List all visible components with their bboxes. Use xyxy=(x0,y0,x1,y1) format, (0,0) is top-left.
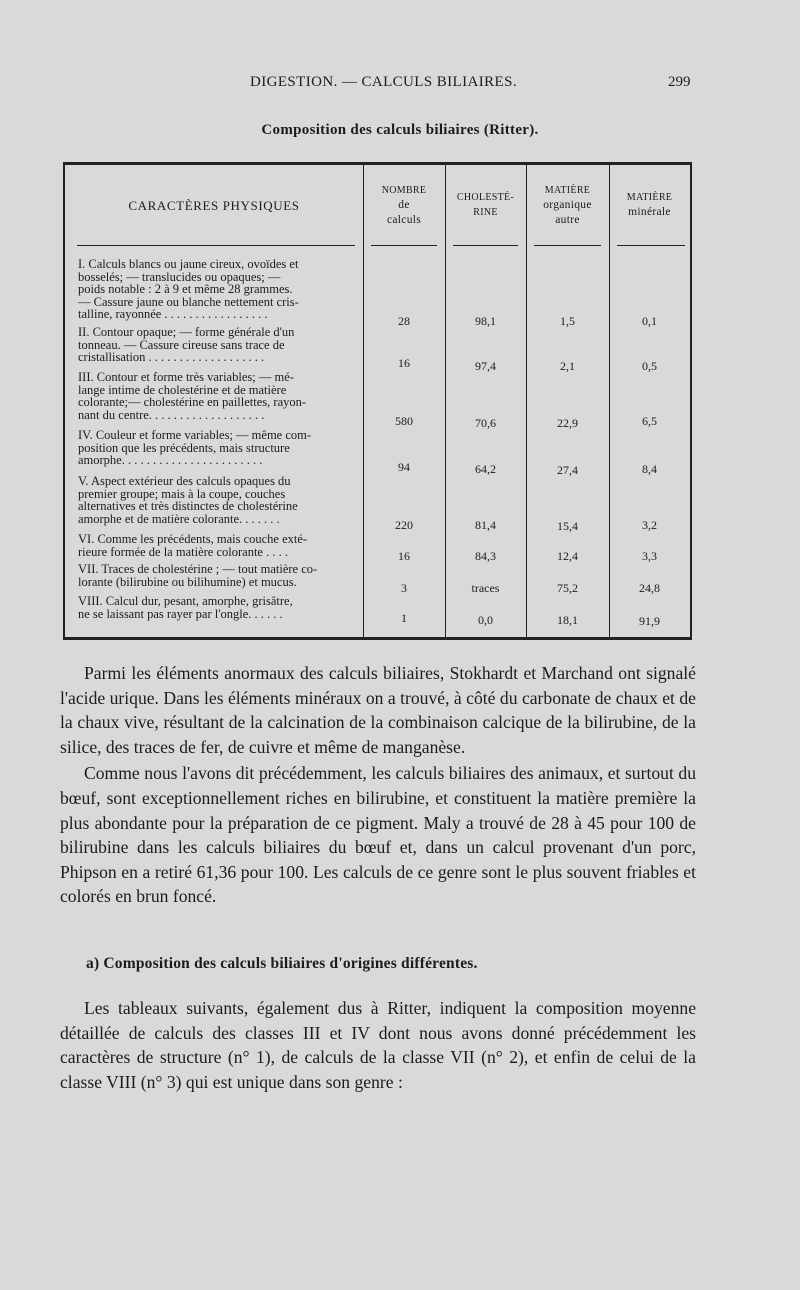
cell-cholesterine: 84,3 xyxy=(475,549,496,563)
row-description: VII. Traces de cholestérine ; — tout matière co- lorante (bilirubine ou bilihumine) et mucus. xyxy=(78,562,318,589)
row-description: II. Contour opaque; — forme générale d'un tonneau. — Cassure cireuse sans trace de cristallisation . . . . . . . . . . . . . . . . . . . xyxy=(78,325,295,365)
cell-organique: 2,1 xyxy=(560,359,575,373)
cell-nombre: 16 xyxy=(398,356,410,370)
column-header-caracteres: CARACTÈRES PHYSIQUES xyxy=(128,197,300,213)
header-rule xyxy=(617,245,685,246)
cell-minerale: 24,8 xyxy=(639,581,660,595)
cell-organique: 22,9 xyxy=(557,416,578,430)
row-description: I. Calculs blancs ou jaune cireux, ovoïdes et bosselés; — translucides ou opaques; — poids notable : 2 à 9 et même 28 grammes. — Cassure jaune ou blanche nettement cris- talline, rayonnée . . . . . . . . . . . . . . . . . xyxy=(78,257,299,322)
paragraph: Comme nous l'avons dit précédemment, les calculs biliaires des animaux, et surtout du bœuf, sont exceptionnellement riches en bilirubine, et constituent la matière première la plus abondante pour la préparation de ce pigment. Maly a trouvé de 28 à 45 pour 100 de bilirubine dans les calculs biliaires du bœuf et, dans un calcul provenant d'un porc, Phipson en a retiré 61,36 pour 100. Les calculs de ce genre sont le plus souvent friables et colorés en brun foncé. xyxy=(60,763,696,907)
cell-organique: 18,1 xyxy=(557,613,578,627)
cell-nombre: 220 xyxy=(395,518,413,532)
table-title: Composition des calculs biliaires (Ritter). xyxy=(261,122,539,138)
page-number: 299 xyxy=(668,74,691,90)
row-description: IV. Couleur et forme variables; — même com- position que les précédents, mais structure amorphe. . . . . . . . . . . . . . . . . . . . . . . xyxy=(78,428,312,468)
cell-minerale: 91,9 xyxy=(639,614,660,628)
cell-minerale: 8,4 xyxy=(642,462,657,476)
column-header-matiere-minerale: MATIÈRE minérale xyxy=(626,192,673,218)
section-paragraph-block xyxy=(60,996,696,1094)
column-header-nombre: NOMBRE de calculs xyxy=(381,184,427,226)
row-description: VIII. Calcul dur, pesant, amorphe, grisâtre, ne se laissant pas rayer par l'ongle. . . . . . xyxy=(78,594,293,621)
cell-organique: 15,4 xyxy=(557,519,578,533)
running-header xyxy=(0,74,800,98)
header-rule xyxy=(534,245,601,246)
running-title: DIGESTION. — CALCULS BILIAIRES. xyxy=(250,74,517,90)
cell-minerale: 3,2 xyxy=(642,518,657,532)
cell-organique: 75,2 xyxy=(557,581,578,595)
cell-minerale: 0,5 xyxy=(642,359,657,373)
cell-cholesterine: 0,0 xyxy=(478,613,493,627)
cell-organique: 27,4 xyxy=(557,463,578,477)
cell-cholesterine: 97,4 xyxy=(475,359,496,373)
cell-nombre: 94 xyxy=(398,460,410,474)
column-header-cholesterine: CHOLESTÉ- RINE xyxy=(456,192,515,218)
cell-minerale: 6,5 xyxy=(642,414,657,428)
cell-cholesterine: 70,6 xyxy=(475,416,496,430)
cell-organique: 1,5 xyxy=(560,314,575,328)
header-rule xyxy=(453,245,518,246)
section-heading: a) Composition des calculs biliaires d'origines différentes. xyxy=(86,955,478,972)
paragraph: Parmi les éléments anormaux des calculs biliaires, Stokhardt et Marchand ont signalé l'acide urique. Dans les éléments minéraux on a trouvé, à côté du carbonate de chaux et de la chaux vive, résultant de la calcination de la combinaison calcique de la bilirubine, de la silice, des traces de fer, de cuivre et même de manganèse. xyxy=(60,663,696,757)
row-description: V. Aspect extérieur des calculs opaques du premier groupe; mais à la coupe, couches alternatives et très distinctes de cholestérine amorphe et de matière colorante. . . . . . . xyxy=(78,474,298,526)
cell-cholesterine: 98,1 xyxy=(475,314,496,328)
cell-organique: 12,4 xyxy=(557,549,578,563)
row-description: III. Contour et forme très variables; — mé- lange intime de cholestérine et de matière colorante;— cholestérine en paillettes, rayon- nant du centre. . . . . . . . . . . . . . . . . . . xyxy=(78,370,307,422)
cell-nombre: 3 xyxy=(401,581,407,595)
cell-nombre: 1 xyxy=(401,611,407,625)
row-description: VI. Comme les précédents, mais couche exté- rieure formée de la matière colorante . . . . xyxy=(78,532,308,559)
body-paragraphs xyxy=(60,661,696,909)
composition-table xyxy=(63,162,692,640)
cell-nombre: 580 xyxy=(395,414,413,428)
column-header-matiere-organique: MATIÈRE organique autre xyxy=(543,184,592,226)
header-rule xyxy=(371,245,437,246)
cell-nombre: 28 xyxy=(398,314,410,328)
cell-cholesterine: 64,2 xyxy=(475,462,496,476)
cell-cholesterine: traces xyxy=(471,581,500,595)
cell-nombre: 16 xyxy=(398,549,410,563)
cell-minerale: 3,3 xyxy=(642,549,657,563)
cell-minerale: 0,1 xyxy=(642,314,657,328)
cell-cholesterine: 81,4 xyxy=(475,518,496,532)
paragraph: Les tableaux suivants, également dus à Ritter, indiquent la composition moyenne détaillée de calculs des classes III et IV dont nous avons donné précédemment les caractères de structure (n° 1), de calculs de la classe VII (n° 2), et enfin de celui de la classe VIII (n° 3) qui est unique dans son genre : xyxy=(60,998,696,1092)
header-rule xyxy=(77,245,355,246)
